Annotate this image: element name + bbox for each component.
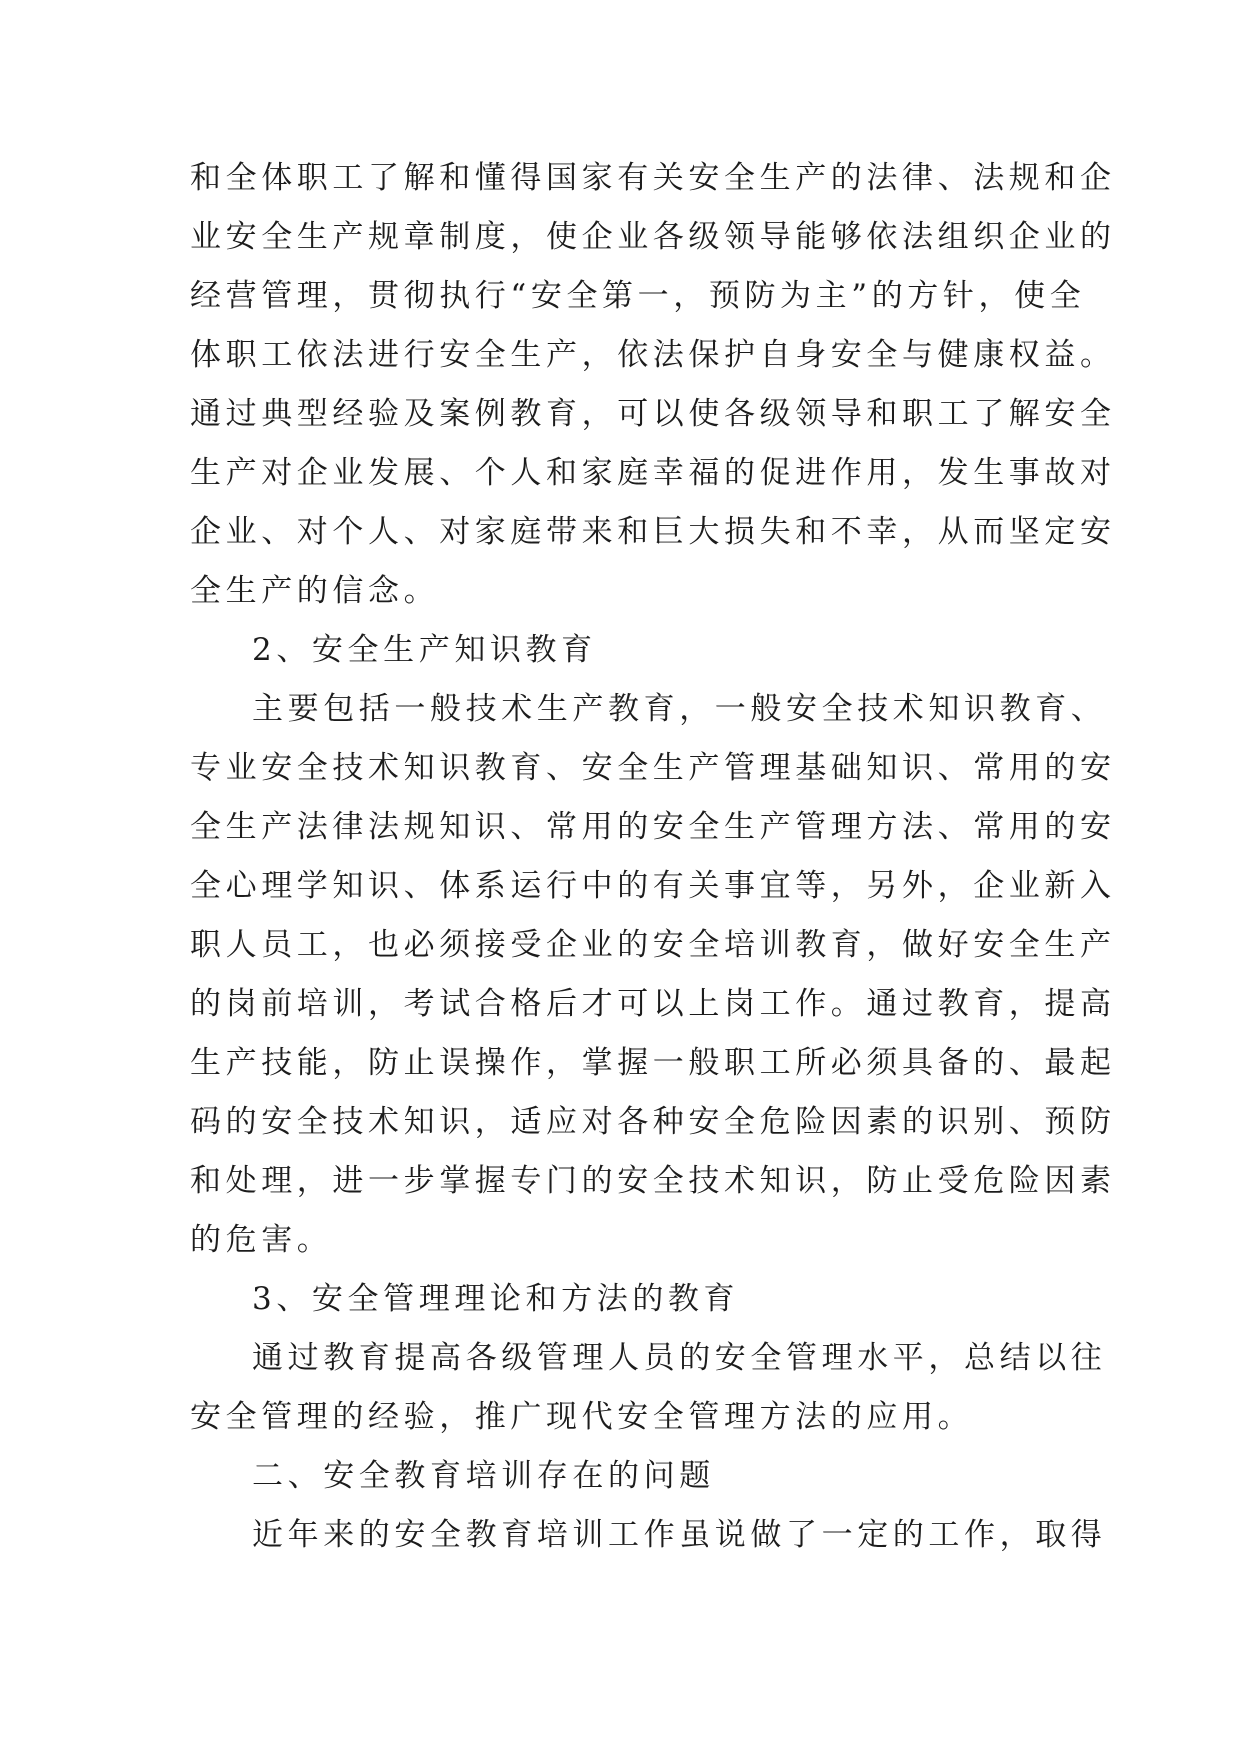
section-heading: 2、安全生产知识教育 [252, 632, 597, 668]
text-line: 经营管理，贯彻执行“安全第一，预防为主”的方针，使全 [190, 278, 1086, 314]
text-line: 安全管理的经验，推广现代安全管理方法的应用。 [190, 1399, 974, 1435]
text-line: 主要包括一般技术生产教育，一般安全技术知识教育、 [252, 691, 1107, 727]
text-line: 通过典型经验及案例教育，可以使各级领导和职工了解安全 [190, 396, 1116, 432]
text-line: 体职工依法进行安全生产，依法保护自身安全与健康权益。 [190, 337, 1116, 373]
text-line: 全心理学知识、体系运行中的有关事宜等，另外，企业新入 [190, 868, 1116, 904]
text-line: 业安全生产规章制度，使企业各级领导能够依法组织企业的 [190, 219, 1116, 255]
text-line: 全生产的信念。 [190, 573, 440, 609]
text-line: 的岗前培训，考试合格后才可以上岗工作。通过教育，提高 [190, 986, 1116, 1022]
text-line: 近年来的安全教育培训工作虽说做了一定的工作，取得 [252, 1517, 1107, 1553]
section-heading: 二、安全教育培训存在的问题 [252, 1458, 715, 1494]
text-line: 全生产法律法规知识、常用的安全生产管理方法、常用的安 [190, 809, 1116, 845]
section-heading: 3、安全管理理论和方法的教育 [252, 1281, 740, 1317]
text-line: 和处理，进一步掌握专门的安全技术知识，防止受危险因素 [190, 1163, 1116, 1199]
text-line: 生产对企业发展、个人和家庭幸福的促进作用，发生事故对 [190, 455, 1116, 491]
text-line: 的危害。 [190, 1222, 333, 1258]
text-line: 职人员工，也必须接受企业的安全培训教育，做好安全生产 [190, 927, 1116, 963]
text-line: 企业、对个人、对家庭带来和巨大损失和不幸，从而坚定安 [190, 514, 1116, 550]
text-line: 码的安全技术知识，适应对各种安全危险因素的识别、预防 [190, 1104, 1116, 1140]
text-line: 生产技能，防止误操作，掌握一般职工所必须具备的、最起 [190, 1045, 1116, 1081]
text-line: 和全体职工了解和懂得国家有关安全生产的法律、法规和企 [190, 160, 1116, 196]
text-line: 专业安全技术知识教育、安全生产管理基础知识、常用的安 [190, 750, 1116, 786]
text-line: 通过教育提高各级管理人员的安全管理水平，总结以往 [252, 1340, 1107, 1376]
